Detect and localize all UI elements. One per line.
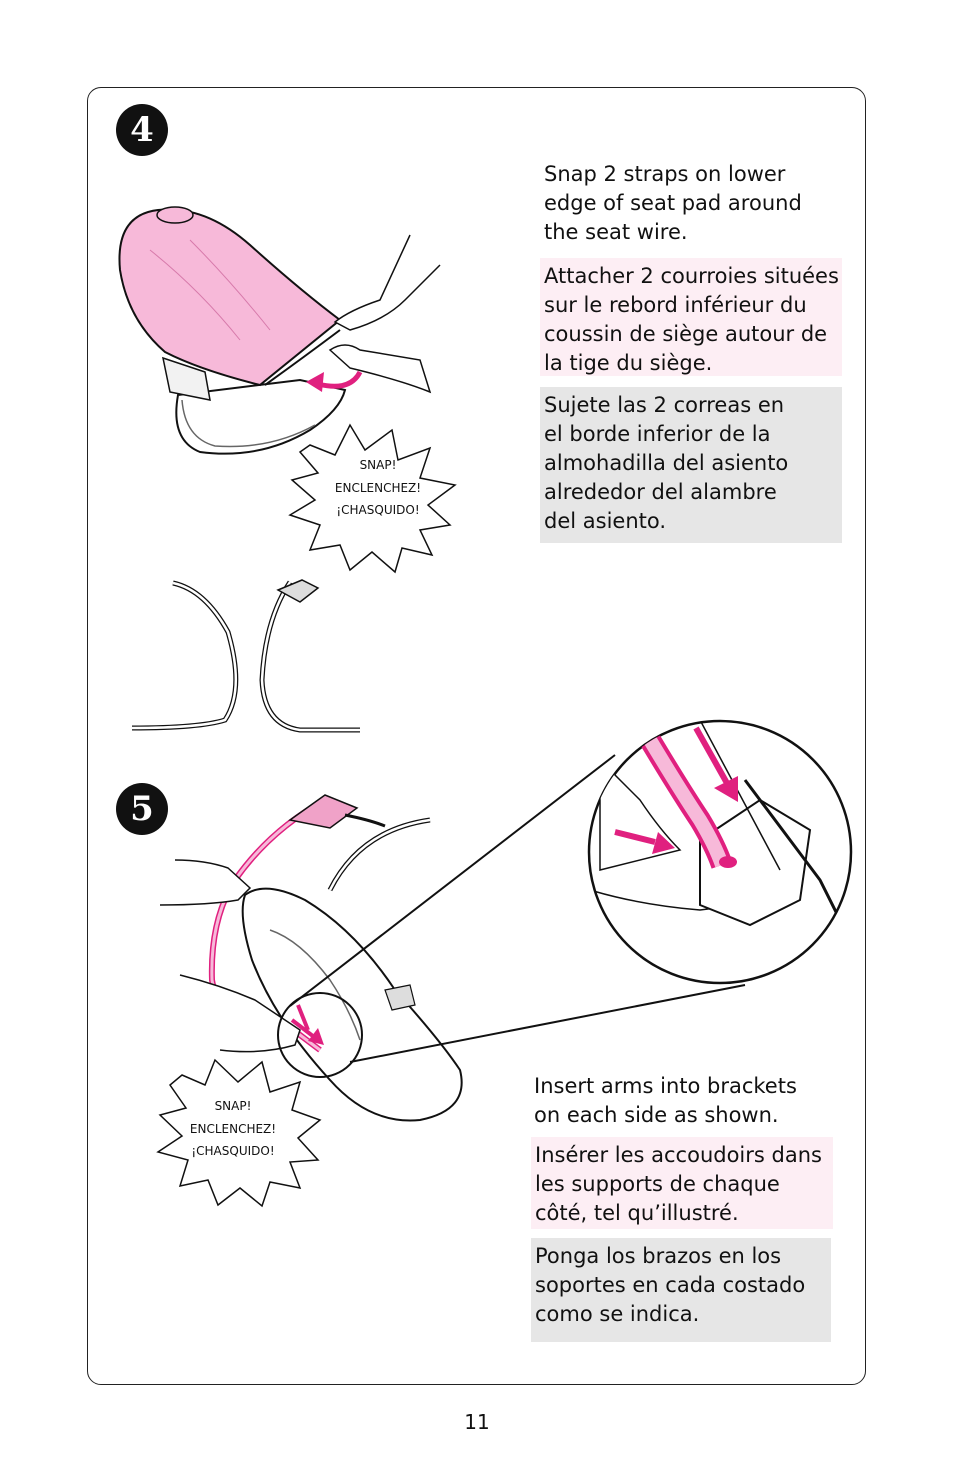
step-5-burst-line-3: ¡CHASQUIDO! <box>191 1144 275 1158</box>
step-5-badge: 5 <box>116 783 168 835</box>
step-5-text-es: Ponga los brazos en los soportes en cada costado como se indica. <box>535 1244 806 1326</box>
step-4-burst-line-1: SNAP! <box>359 458 397 472</box>
step-5-burst-line-1: SNAP! <box>214 1099 252 1113</box>
arm-pieces-illustration <box>132 580 360 730</box>
step-4-burst-line-3: ¡CHASQUIDO! <box>336 503 420 517</box>
step-4-text-fr: Attacher 2 courroies situées sur le rebord inférieur du coussin de siège autour de la tige du siège. <box>544 264 839 375</box>
step-5-text-fr: Insérer les accoudoirs dans les supports de chaque côté, tel qu’illustré. <box>535 1143 822 1225</box>
step-4-burst-line-2: ENCLENCHEZ! <box>334 481 422 495</box>
step-4-snap-burst <box>290 425 455 572</box>
step-5-burst-line-2: ENCLENCHEZ! <box>189 1122 277 1136</box>
page-number: 11 <box>464 1410 490 1434</box>
step-5-text-en: Insert arms into brackets on each side as shown. <box>534 1074 797 1127</box>
bracket-zoom-detail <box>589 720 860 983</box>
step-4-text-es: Sujete las 2 correas en el borde inferior de la almohadilla del asiento alrededor del alambre del asiento. <box>544 393 789 533</box>
seat-pad-illustration <box>119 207 440 454</box>
step-4-text-en: Snap 2 straps on lower edge of seat pad around the seat wire. <box>544 162 802 244</box>
step-5-snap-burst <box>158 1060 320 1206</box>
step-4-badge: 4 <box>116 104 168 156</box>
